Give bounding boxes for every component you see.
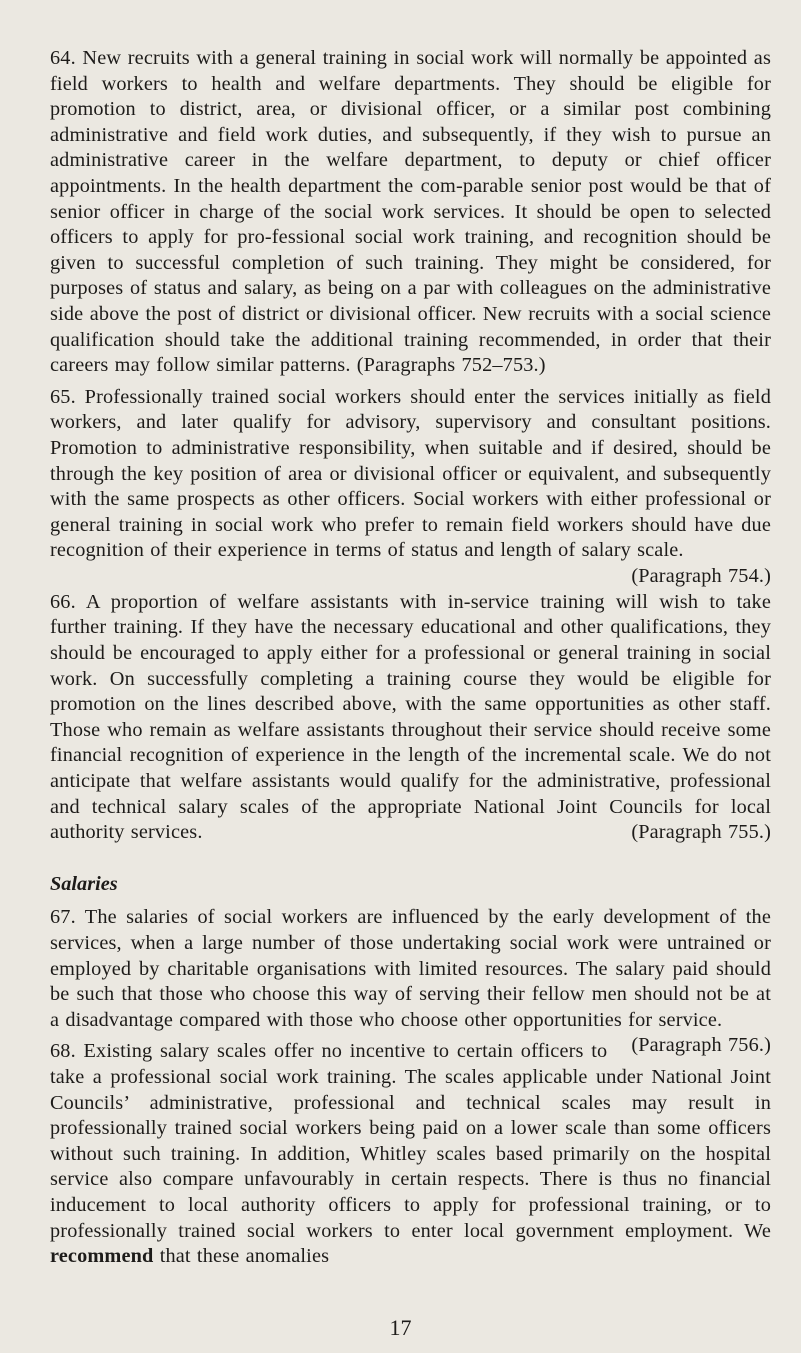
paragraph-64 [50, 46, 771, 379]
paragraph-65 [50, 385, 771, 587]
paragraph-64-text: 64. New recruits with a general training in social work will normally be appointed as field workers to health and welfare departments. They should be eligible for promotion to district, area, or divisional officer, or a similar post combining administrative and field work duties, and subsequently, if they wish to pursue an administrative career in the welfare department, to deputy or chief officer appointments. In the health department the com-parable senior post would be that of senior officer in charge of the social work services. It should be open to selected officers to apply for pro-fessional social work training, and recognition should be given to successful completion of such training. They might be considered, for purposes of status and salary, as being on a par with colleagues on the administrative side above the post of district or divisional officer. New recruits with a social science qualification should take the additional training recommended, in order that their careers may follow similar patterns. (Paragraphs 752–753.) [50, 47, 771, 377]
page-number: 17 [389, 1315, 412, 1340]
paragraph-68-emphasis: recommend [50, 1245, 154, 1268]
paragraph-67-text: 67. The salaries of social workers are influenced by the early development of the services, when a large number of those undertaking social work were untrained or employed by charitable organisations with limited resources. The salary paid should be such that those who choose this way of serving their fellow men should not be at a disadvantage compared with those who choose other opportunities for service. [50, 906, 771, 1031]
paragraph-66-text: 66. A proportion of welfare assistants with in-service training will wish to take further training. If they have the necessary educational and other qualifications, they should be encouraged to apply either for a professional or general training in social work. On successfully completing a training course they would be eligible for promotion on the lines described above, with the same opportunities as other staff. Those who remain as welfare assistants throughout their service should receive some financial recognition of experience in the length of the incremental scale. We do not anticipate that welfare assistants would qualify for the administrative, professional and technical salary scales of the appropriate National Joint Councils for local authority services. [50, 590, 771, 844]
paragraph-67 [50, 905, 771, 1057]
paragraph-68-text: 68. Existing salary scales offer no incentive to certain officers to take a professional social work training. The scales applicable under National Joint Councils’ administrative, professional and technical scales may result in professionally trained social workers being paid on a lower scale than some officers without such training. In addition, Whitley scales based primarily on the hospital service also compare unfavourably in certain respects. There is thus no financial inducement to local authority officers to apply for professional training, or to professionally trained social workers to enter local government employment. We [50, 1040, 771, 1242]
paragraph-66 [50, 590, 771, 846]
paragraph-65-reference: (Paragraph 754.) [631, 564, 771, 587]
paragraph-68 [50, 1039, 771, 1269]
section-heading-salaries: Salaries [50, 872, 118, 895]
paragraph-65-text: 65. Professionally trained social workers should enter the services initially as field workers, and later qualify for advisory, supervisory and consultant positions. Promotion to administrative responsibility, when suitable and if desired, should be through the key position of area or divisional officer or equivalent, and subsequently with the same prospects as other officers. Social workers with either professional or general training in social work who prefer to remain field workers should have due recognition of their experience in terms of status and length of salary scale. [50, 385, 771, 562]
paragraph-67-reference: (Paragraph 756.) [631, 1034, 771, 1057]
paragraph-66-reference: (Paragraph 755.) [631, 821, 771, 844]
paragraph-68-text-end: that these anomalies [153, 1245, 330, 1268]
